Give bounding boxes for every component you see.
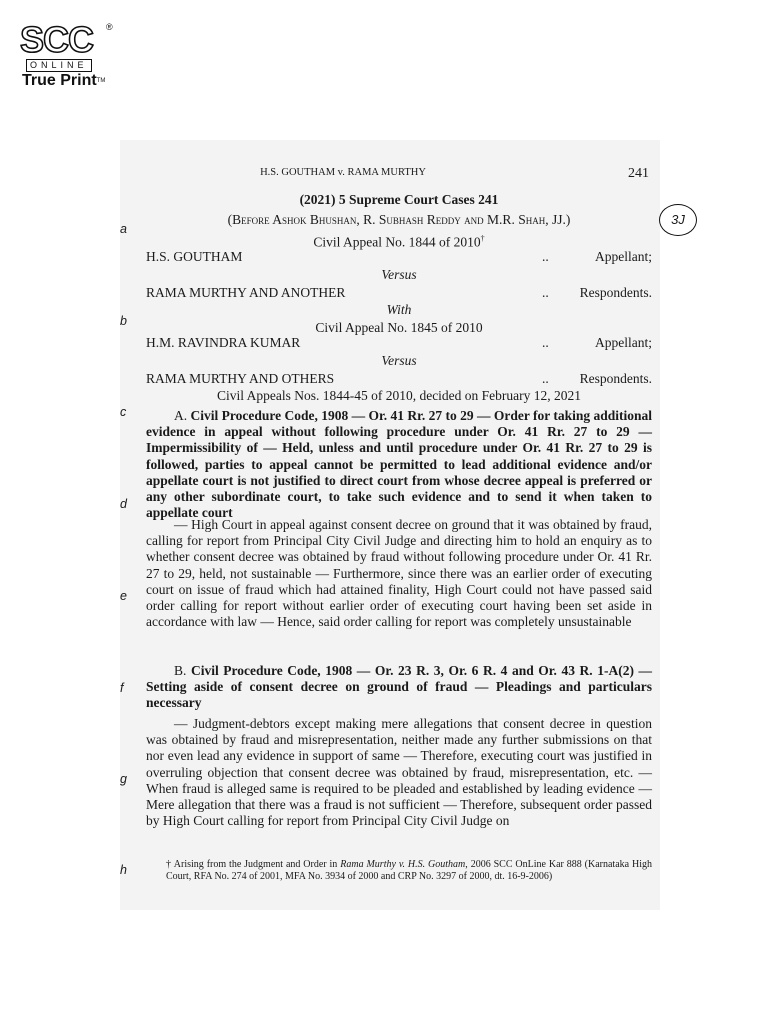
party-dots-4: .. — [542, 371, 549, 386]
party-role-4: Respondents. — [579, 371, 652, 386]
party-dots-1: .. — [542, 249, 549, 264]
party-role-1: Appellant; — [595, 249, 652, 264]
footnote-case-name: Rama Murthy v. H.S. Goutham — [340, 859, 466, 870]
logo-true-print-text: True Print — [22, 72, 97, 89]
headnote-a-continuation: — High Court in appeal against consent decree on ground that it was obtained by fraud, calling for report from Principal City Civil Judge and directing him to hold an enquiry as to whether consent decree was obtained by fraud without following procedure under Or. 41 Rr. 27 to 29, held, not sustainable — Furthermore, since there was an earlier order of executing court on issue of fraud which had attained finality, High Court could not have passed said order calling for report without earlier order of executing court having been set aside in accordance with law — Hence, said order calling for report was completely unsustainable — [146, 517, 652, 630]
decided-line: Civil Appeals Nos. 1844-45 of 2010, decided on February 12, 2021 — [216, 388, 582, 403]
footnote-post: , 2006 SCC OnLine Kar 888 (Karnataka High Court, RFA No. 274 of 2001, MFA No. 3934 of 2000 and CRP No. 3297 of 2000, dt. 16-9-2006) — [166, 859, 652, 882]
logo-registered-mark: ® — [106, 22, 113, 32]
scc-online-logo — [20, 19, 120, 92]
headnote-b — [146, 663, 652, 712]
party-respondent-1: RAMA MURTHY AND ANOTHER — [146, 285, 346, 300]
with-label: With — [386, 302, 412, 317]
headnote-b-continuation: — Judgment-debtors except making mere allegations that consent decree in question was obtained by fraud and misrepresentation, neither made any further submissions on that nor even lead any evidence in support of same — Therefore, executing court was justified in overruling objection that consent decree was obtained by fraud, misrepresentation, etc. — When fraud is alleged same is required to be pleaded and established by leading evidence — Mere allegation that there was a fraud is not sufficient — Therefore, subsequent order passed by High Court calling for report from Principal City Civil Judge on — [146, 716, 652, 829]
party-role-3: Appellant; — [595, 335, 652, 350]
logo-trademark: TM — [96, 78, 106, 84]
page-number: 241 — [628, 166, 649, 181]
running-title: H.S. GOUTHAM v. RAMA MURTHY — [260, 167, 426, 178]
margin-letter-d: d — [120, 497, 127, 511]
bench-text: Before Ashok Bhushan, R. Subhash Reddy and M.R. Shah, JJ. — [232, 212, 566, 227]
appeal-title-2: Civil Appeal No. 1845 of 2010 — [315, 320, 483, 335]
versus-2: Versus — [381, 353, 417, 368]
margin-letter-b: b — [120, 314, 127, 328]
margin-letter-c: c — [120, 405, 127, 419]
party-dots-3: .. — [542, 335, 549, 350]
party-dots-2: .. — [542, 285, 549, 300]
dagger-mark: † — [480, 234, 485, 243]
bench-close: ) — [565, 212, 571, 227]
versus-1: Versus — [381, 267, 417, 282]
case-citation: (2021) 5 Supreme Court Cases 241 — [299, 192, 499, 207]
footnote — [166, 859, 652, 882]
headnote-a — [146, 408, 652, 521]
party-appellant-1: H.S. GOUTHAM — [146, 249, 243, 264]
party-appellant-2: H.M. RAVINDRA KUMAR — [146, 335, 301, 350]
footnote-mark: † — [166, 859, 172, 870]
footnote-pre: Arising from the Judgment and Order in — [173, 859, 338, 870]
appeal-title-1-text: Civil Appeal No. 1844 of 2010 — [313, 234, 481, 250]
bench — [146, 212, 652, 228]
margin-letter-g: g — [120, 772, 127, 786]
margin-letter-f: f — [120, 681, 124, 695]
logo-online: ONLINE — [26, 59, 92, 72]
margin-letter-e: e — [120, 589, 127, 603]
party-role-2: Respondents. — [579, 285, 652, 300]
headnote-b-text: Civil Procedure Code, 1908 — Or. 23 R. 3, Or. 6 R. 4 and Or. 43 R. 1-A(2) — Setting aside of consent decree on ground of fraud — Pleadings and particulars necessary — [146, 663, 652, 711]
margin-letter-a: a — [120, 222, 127, 236]
headnote-b-label: B. — [174, 663, 187, 678]
margin-letter-h: h — [120, 863, 127, 877]
logo-true-print — [22, 72, 105, 90]
headnote-a-text: Civil Procedure Code, 1908 — Or. 41 Rr. 27 to 29 — Order for taking additional evidence in appeal without following procedure under Or. 41 Rr. 27 to 29 — Impermissibility of — Held, unless and until procedure under Or. 41 Rr. 27 to 29 is followed, parties to appeal cannot be permitted to lead additional evidence and/or appellate court is not justified to direct court from whose decree appeal is preferred or any other subordinate court, to take such evidence and to send it when taken to appellate court — [146, 408, 653, 521]
bench-open: ( — [227, 212, 233, 227]
logo-brand: SCC — [20, 19, 94, 60]
headnote-a-label: A. — [174, 408, 188, 423]
circle-mark: 3J — [659, 204, 697, 236]
party-respondent-2: RAMA MURTHY AND OTHERS — [146, 371, 335, 386]
